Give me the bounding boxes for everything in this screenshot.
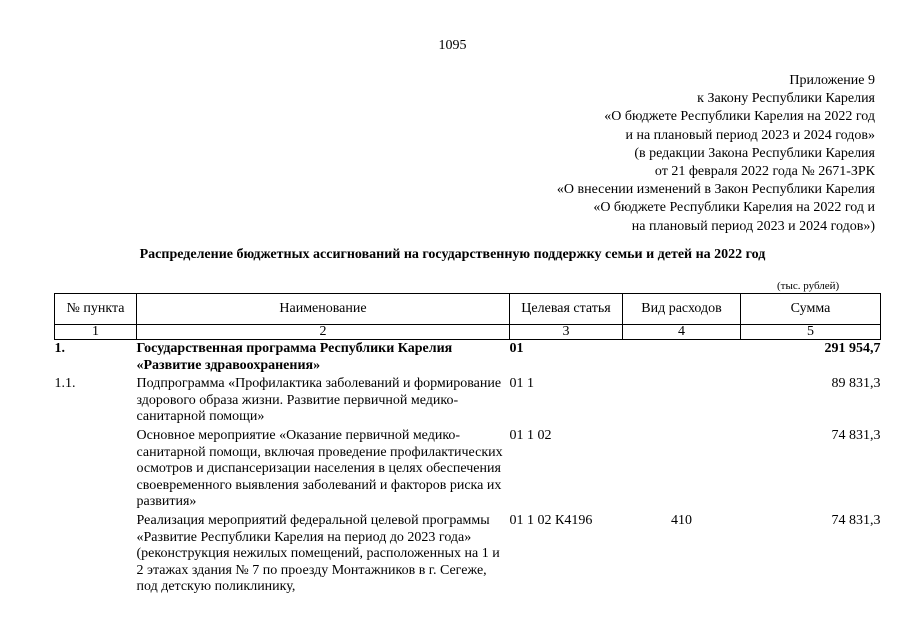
row-sum: 291 954,7 xyxy=(824,341,881,356)
row-expense-type xyxy=(623,375,741,427)
appendix-line: (в редакции Закона Республики Карелия xyxy=(634,145,875,161)
appendix-line: «О бюджете Республики Карелия на 2022 год и xyxy=(593,200,875,216)
row-target-article: 01 1 02 К4196 xyxy=(509,512,593,528)
header-item-number: № пункта xyxy=(55,294,137,325)
row-target-article: 01 1 xyxy=(509,376,534,392)
row-target-article: 01 1 02 xyxy=(509,427,552,443)
row-sum: 74 831,3 xyxy=(831,427,881,443)
appendix-line: на плановый период 2023 и 2024 годов») xyxy=(631,218,875,234)
header-sum: Сумма xyxy=(741,294,881,325)
column-numbers-row xyxy=(55,325,881,340)
appendix-line: от 21 февраля 2022 года № 2671-ЗРК xyxy=(654,164,875,180)
row-expense-type: 410 xyxy=(671,512,692,528)
header-expense-type: Вид расходов xyxy=(623,294,741,325)
row-name: Государственная программа Республики Карелия «Развитие здравоохранения» xyxy=(136,341,453,373)
column-number: 1 xyxy=(55,325,137,340)
row-target-article: 01 xyxy=(509,341,524,356)
column-number: 5 xyxy=(741,325,881,340)
budget-table xyxy=(54,293,881,597)
row-sum: 74 831,3 xyxy=(831,512,881,528)
row-name: Подпрограмма «Профилактика заболеваний и формирование здорового образа жизни. Развитие первичной медико-санитарной помощи» xyxy=(136,376,502,425)
row-number: 1. xyxy=(54,341,65,356)
document-title: Распределение бюджетных ассигнований на государственную поддержку семьи и детей на 2022 год xyxy=(139,247,766,262)
page-number: 1095 xyxy=(438,38,467,53)
row-name: Реализация мероприятий федеральной целевой программы «Развитие Республики Карелия на период до 2023 года» (реконструкция нежилых помещений, расположенных на 1 и 2 этажах здания № 7 по проезду Монтажников в г. Сегеже, под детскую поликлинику, xyxy=(136,512,500,595)
table-header-row xyxy=(55,294,881,325)
row-number: 1.1. xyxy=(54,376,76,392)
table-row xyxy=(55,340,881,376)
row-expense-type xyxy=(623,340,741,376)
table-row xyxy=(55,375,881,427)
header-name: Наименование xyxy=(137,294,510,325)
column-number: 4 xyxy=(623,325,741,340)
appendix-header xyxy=(557,72,875,236)
row-number xyxy=(55,427,137,512)
appendix-line: Приложение 9 xyxy=(789,73,875,88)
column-number: 2 xyxy=(137,325,510,340)
row-number xyxy=(55,512,137,597)
table-row xyxy=(55,427,881,512)
column-number: 3 xyxy=(510,325,623,340)
appendix-line: и на плановый период 2023 и 2024 годов» xyxy=(625,127,875,143)
appendix-line: «О внесении изменений в Закон Республики Карелия xyxy=(556,182,875,198)
appendix-line: к Закону Республики Карелия xyxy=(697,91,875,107)
row-name: Основное мероприятие «Оказание первичной медико-санитарной помощи, включая проведение профилактических осмотров и диспансеризации населения в целях обеспечения своевременного выявления заболеваний и факторов риска их развития» xyxy=(136,427,503,510)
row-expense-type xyxy=(623,427,741,512)
row-sum: 89 831,3 xyxy=(831,376,881,392)
units-note: (тыс. рублей) xyxy=(777,280,840,292)
appendix-line: «О бюджете Республики Карелия на 2022 год xyxy=(604,109,875,125)
table-row xyxy=(55,512,881,597)
header-target-article: Целевая статья xyxy=(510,294,623,325)
